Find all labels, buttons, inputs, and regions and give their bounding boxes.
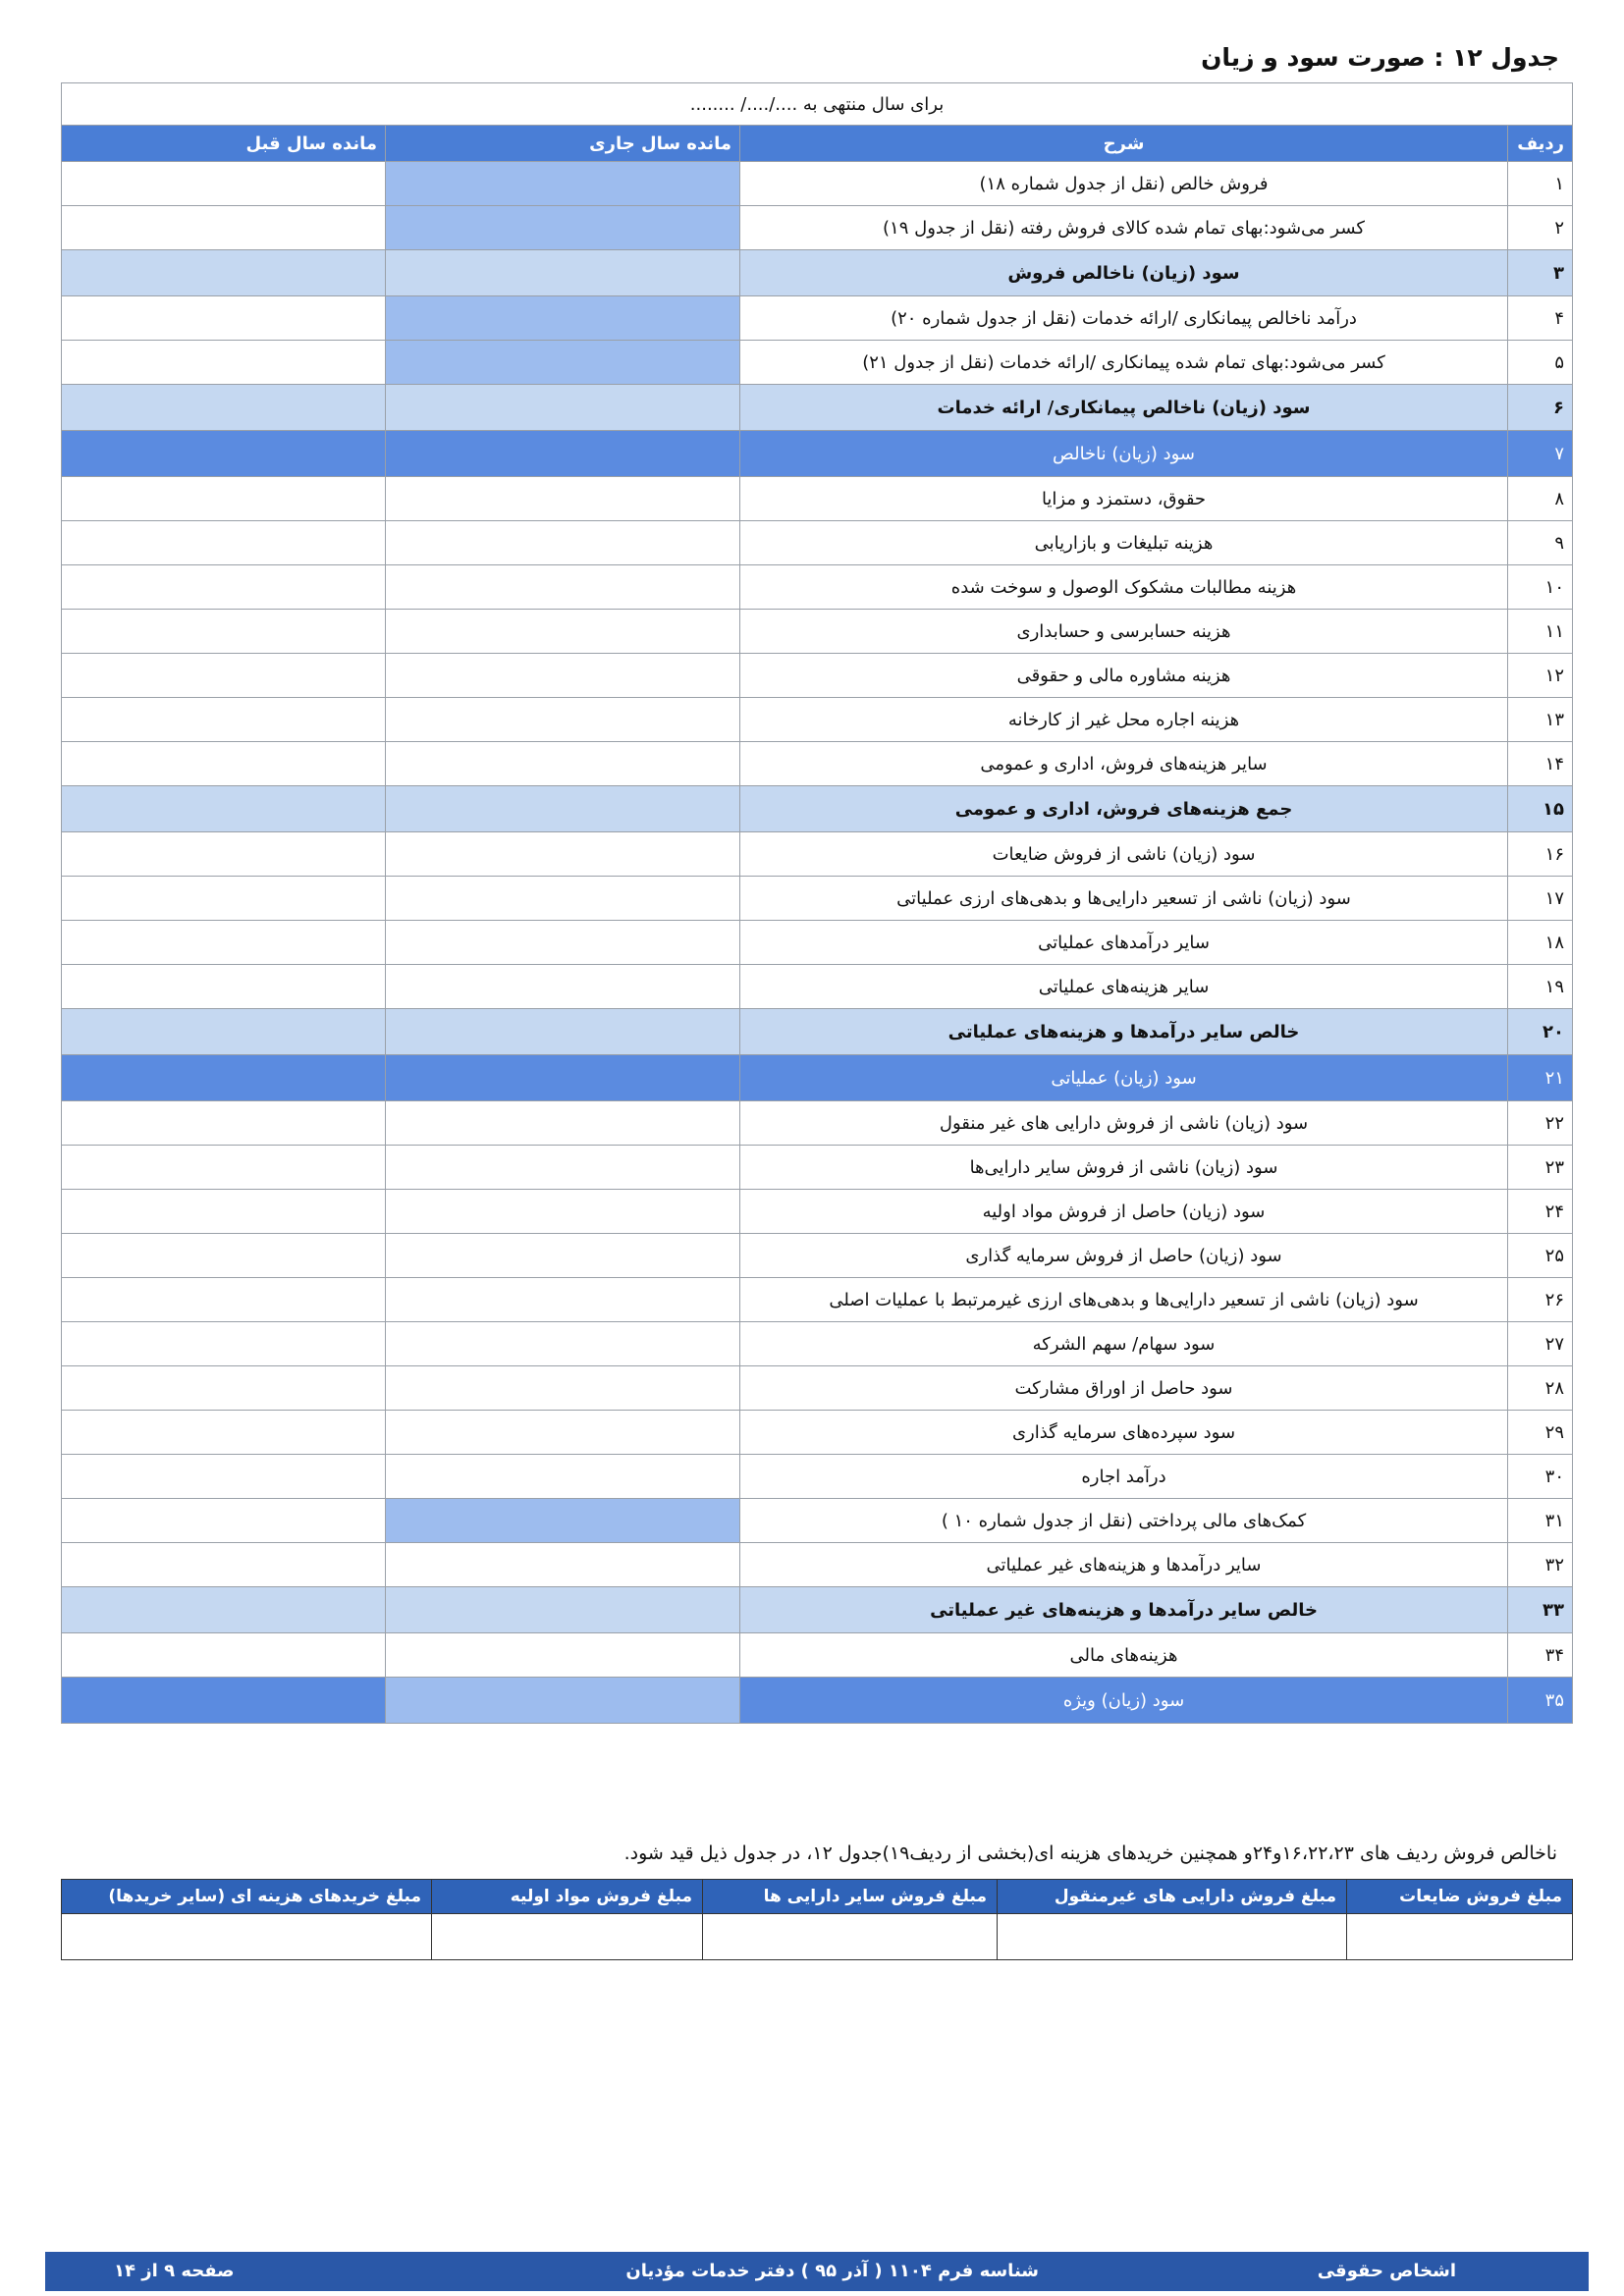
current-year-cell[interactable] — [386, 1101, 740, 1146]
current-year-cell[interactable] — [386, 477, 740, 521]
table-row — [62, 1190, 1573, 1234]
current-year-cell[interactable] — [386, 654, 740, 698]
row-number: ۱۵ — [1508, 786, 1573, 832]
row-description: هزینه مشاوره مالی و حقوقی — [740, 654, 1508, 698]
table-row — [62, 1234, 1573, 1278]
table-row — [62, 162, 1573, 206]
row-number: ۲۰ — [1508, 1009, 1573, 1055]
footer-page-number: صفحه ۹ از ۱۴ — [114, 2261, 235, 2281]
table-row — [62, 742, 1573, 786]
previous-year-cell[interactable] — [62, 1543, 386, 1587]
current-year-cell[interactable] — [386, 250, 740, 296]
table-row — [62, 477, 1573, 521]
income-statement-table — [61, 82, 1573, 1724]
table-row — [62, 1543, 1573, 1587]
table-row — [62, 1411, 1573, 1455]
row-description: خالص سایر درآمدها و هزینه‌های غیر عملیاتی — [740, 1587, 1508, 1633]
previous-year-cell[interactable] — [62, 1190, 386, 1234]
sales-header-immovable-assets: مبلغ فروش دارایی های غیرمنقول — [998, 1880, 1347, 1914]
row-number: ۱۱ — [1508, 610, 1573, 654]
row-number: ۲۲ — [1508, 1101, 1573, 1146]
row-description: سود سهام/ سهم الشرکه — [740, 1322, 1508, 1366]
row-number: ۱۲ — [1508, 654, 1573, 698]
row-number: ۱۹ — [1508, 965, 1573, 1009]
previous-year-cell[interactable] — [62, 654, 386, 698]
period-label: برای سال منتهی به ..../..../ ........ — [62, 83, 1573, 126]
sales-header-other-assets: مبلغ فروش سایر دارایی ها — [703, 1880, 998, 1914]
current-year-cell[interactable] — [386, 431, 740, 477]
row-description: سود حاصل از اوراق مشارکت — [740, 1366, 1508, 1411]
table-row — [62, 296, 1573, 341]
sales-immovable-assets-cell[interactable] — [998, 1914, 1347, 1960]
table-row — [62, 786, 1573, 832]
previous-year-cell[interactable] — [62, 1055, 386, 1101]
table-row — [62, 1055, 1573, 1101]
previous-year-cell[interactable] — [62, 1009, 386, 1055]
row-description: هزینه حسابرسی و حسابداری — [740, 610, 1508, 654]
row-description: درآمد ناخالص پیمانکاری /ارائه خدمات (نقل از جدول شماره ۲۰) — [740, 296, 1508, 341]
table-row — [62, 1587, 1573, 1633]
row-description: سود (زیان) ناشی از فروش سایر دارایی‌ها — [740, 1146, 1508, 1190]
current-year-cell[interactable] — [386, 385, 740, 431]
previous-year-cell[interactable] — [62, 1499, 386, 1543]
row-description: خالص سایر درآمدها و هزینه‌های عملیاتی — [740, 1009, 1508, 1055]
page-footer — [45, 2252, 1589, 2291]
row-description: سود (زیان) عملیاتی — [740, 1055, 1508, 1101]
previous-year-cell[interactable] — [62, 1322, 386, 1366]
previous-year-cell[interactable] — [62, 965, 386, 1009]
row-description: فروش خالص (نقل از جدول شماره ۱۸) — [740, 162, 1508, 206]
row-description: حقوق، دستمزد و مزایا — [740, 477, 1508, 521]
previous-year-cell[interactable] — [62, 877, 386, 921]
previous-year-cell[interactable] — [62, 1587, 386, 1633]
row-number: ۹ — [1508, 521, 1573, 565]
row-number: ۲ — [1508, 206, 1573, 250]
table-row — [62, 1678, 1573, 1724]
current-year-cell[interactable] — [386, 742, 740, 786]
table-row — [62, 565, 1573, 610]
table-row — [62, 698, 1573, 742]
table-row — [62, 385, 1573, 431]
row-number: ۲۸ — [1508, 1366, 1573, 1411]
table-row — [62, 431, 1573, 477]
previous-year-cell[interactable] — [62, 1366, 386, 1411]
current-year-cell[interactable] — [386, 1411, 740, 1455]
previous-year-cell[interactable] — [62, 431, 386, 477]
row-description: سایر درآمدهای عملیاتی — [740, 921, 1508, 965]
previous-year-cell[interactable] — [62, 1411, 386, 1455]
sales-expense-purchases-cell[interactable] — [62, 1914, 432, 1960]
previous-year-cell[interactable] — [62, 1278, 386, 1322]
current-year-cell[interactable] — [386, 565, 740, 610]
table-header-row — [62, 126, 1573, 162]
row-description: سود (زیان) ناشی از تسعیر دارایی‌ها و بدهی‌های ارزی عملیاتی — [740, 877, 1508, 921]
previous-year-cell[interactable] — [62, 1678, 386, 1724]
current-year-cell[interactable] — [386, 1499, 740, 1543]
previous-year-cell[interactable] — [62, 477, 386, 521]
current-year-cell[interactable] — [386, 521, 740, 565]
row-description: سایر درآمدها و هزینه‌های غیر عملیاتی — [740, 1543, 1508, 1587]
row-description: سود (زیان) حاصل از فروش سرمایه گذاری — [740, 1234, 1508, 1278]
row-number: ۱۴ — [1508, 742, 1573, 786]
header-previous-year: مانده سال قبل — [62, 126, 386, 162]
table-row — [62, 921, 1573, 965]
previous-year-cell[interactable] — [62, 610, 386, 654]
row-description: کسر می‌شود:بهای تمام شده کالای فروش رفته (نقل از جدول ۱۹) — [740, 206, 1508, 250]
table-row — [62, 610, 1573, 654]
document-title: جدول ۱۲ : صورت سود و زیان — [1201, 43, 1559, 72]
row-number: ۲۵ — [1508, 1234, 1573, 1278]
table-row — [62, 1633, 1573, 1678]
table-row — [62, 1322, 1573, 1366]
current-year-cell[interactable] — [386, 610, 740, 654]
row-number: ۳۲ — [1508, 1543, 1573, 1587]
current-year-cell[interactable] — [386, 921, 740, 965]
table-row — [62, 250, 1573, 296]
sales-header-row — [62, 1880, 1573, 1914]
previous-year-cell[interactable] — [62, 162, 386, 206]
row-description: سایر هزینه‌های فروش، اداری و عمومی — [740, 742, 1508, 786]
sales-raw-materials-cell[interactable] — [432, 1914, 703, 1960]
current-year-cell[interactable] — [386, 1234, 740, 1278]
row-description: هزینه تبلیغات و بازاریابی — [740, 521, 1508, 565]
table-row — [62, 1101, 1573, 1146]
table-row — [62, 877, 1573, 921]
row-number: ۱۳ — [1508, 698, 1573, 742]
previous-year-cell[interactable] — [62, 1234, 386, 1278]
row-description: سود سپرده‌های سرمایه گذاری — [740, 1411, 1508, 1455]
row-description: سود (زیان) ناخالص فروش — [740, 250, 1508, 296]
row-number: ۲۱ — [1508, 1055, 1573, 1101]
row-number: ۲۹ — [1508, 1411, 1573, 1455]
sales-other-assets-cell[interactable] — [703, 1914, 998, 1960]
header-row-number: ردیف — [1508, 126, 1573, 162]
row-description: هزینه اجاره محل غیر از کارخانه — [740, 698, 1508, 742]
row-description: هزینه مطالبات مشکوک الوصول و سوخت شده — [740, 565, 1508, 610]
current-year-cell[interactable] — [386, 1543, 740, 1587]
previous-year-cell[interactable] — [62, 206, 386, 250]
previous-year-cell[interactable] — [62, 832, 386, 877]
table-row — [62, 521, 1573, 565]
row-number: ۷ — [1508, 431, 1573, 477]
row-description: کسر می‌شود:بهای تمام شده پیمانکاری /ارائه خدمات (نقل از جدول ۲۱) — [740, 341, 1508, 385]
row-number: ۳ — [1508, 250, 1573, 296]
table-row — [62, 832, 1573, 877]
current-year-cell[interactable] — [386, 1633, 740, 1678]
row-description: سود (زیان) ناخالص پیمانکاری/ ارائه خدمات — [740, 385, 1508, 431]
current-year-cell[interactable] — [386, 296, 740, 341]
table-row — [62, 1146, 1573, 1190]
header-current-year: مانده سال جاری — [386, 126, 740, 162]
previous-year-cell[interactable] — [62, 742, 386, 786]
current-year-cell[interactable] — [386, 1190, 740, 1234]
current-year-cell[interactable] — [386, 341, 740, 385]
previous-year-cell[interactable] — [62, 1101, 386, 1146]
sales-breakdown-table — [61, 1879, 1573, 1960]
row-number: ۳۳ — [1508, 1587, 1573, 1633]
previous-year-cell[interactable] — [62, 698, 386, 742]
table-row — [62, 654, 1573, 698]
row-description: سود (زیان) ناشی از تسعیر دارایی‌ها و بدهی‌های ارزی غیرمرتبط با عملیات اصلی — [740, 1278, 1508, 1322]
row-number: ۴ — [1508, 296, 1573, 341]
previous-year-cell[interactable] — [62, 521, 386, 565]
current-year-cell[interactable] — [386, 965, 740, 1009]
previous-year-cell[interactable] — [62, 341, 386, 385]
row-number: ۳۴ — [1508, 1633, 1573, 1678]
current-year-cell[interactable] — [386, 698, 740, 742]
current-year-cell[interactable] — [386, 206, 740, 250]
current-year-cell[interactable] — [386, 1366, 740, 1411]
row-number: ۳۰ — [1508, 1455, 1573, 1499]
header-description: شرح — [740, 126, 1508, 162]
row-description: جمع هزینه‌های فروش، اداری و عمومی — [740, 786, 1508, 832]
table-body — [62, 162, 1573, 1724]
current-year-cell[interactable] — [386, 162, 740, 206]
previous-year-cell[interactable] — [62, 1633, 386, 1678]
table-row — [62, 1455, 1573, 1499]
row-number: ۲۶ — [1508, 1278, 1573, 1322]
current-year-cell[interactable] — [386, 1455, 740, 1499]
row-description: سود (زیان) ناشی از فروش ضایعات — [740, 832, 1508, 877]
row-number: ۱۷ — [1508, 877, 1573, 921]
table-row — [62, 1278, 1573, 1322]
row-number: ۳۵ — [1508, 1678, 1573, 1724]
previous-year-cell[interactable] — [62, 1146, 386, 1190]
table-row — [62, 1499, 1573, 1543]
row-number: ۶ — [1508, 385, 1573, 431]
current-year-cell[interactable] — [386, 877, 740, 921]
sales-header-waste: مبلغ فروش ضایعات — [1347, 1880, 1573, 1914]
row-description: درآمد اجاره — [740, 1455, 1508, 1499]
row-number: ۲۷ — [1508, 1322, 1573, 1366]
table-row — [62, 206, 1573, 250]
previous-year-cell[interactable] — [62, 921, 386, 965]
row-number: ۲۳ — [1508, 1146, 1573, 1190]
table-row — [62, 965, 1573, 1009]
current-year-cell[interactable] — [386, 1587, 740, 1633]
instruction-note: ناخالص فروش ردیف های ۱۶،۲۲،۲۳و۲۴و همچنین خریدهای هزینه ای(بخشی از ردیف۱۹)جدول ۱۲، در جدول ذیل قید شود. — [623, 1842, 1557, 1864]
previous-year-cell[interactable] — [62, 296, 386, 341]
row-description: هزینه‌های مالی — [740, 1633, 1508, 1678]
row-description: سود (زیان) ناخالص — [740, 431, 1508, 477]
sales-header-expense-purchases: مبلغ خریدهای هزینه ای (سایر خریدها) — [62, 1880, 432, 1914]
current-year-cell[interactable] — [386, 1055, 740, 1101]
current-year-cell[interactable] — [386, 1678, 740, 1724]
previous-year-cell[interactable] — [62, 1455, 386, 1499]
footer-entity-type: اشخاص حقوقی — [1317, 2261, 1456, 2281]
row-number: ۱۶ — [1508, 832, 1573, 877]
current-year-cell[interactable] — [386, 1146, 740, 1190]
row-description: سود (زیان) ناشی از فروش دارایی های غیر منقول — [740, 1101, 1508, 1146]
row-description: کمک‌های مالی پرداختی (نقل از جدول شماره ۱۰ ) — [740, 1499, 1508, 1543]
row-number: ۵ — [1508, 341, 1573, 385]
row-description: سایر هزینه‌های عملیاتی — [740, 965, 1508, 1009]
row-description: سود (زیان) ویژه — [740, 1678, 1508, 1724]
current-year-cell[interactable] — [386, 832, 740, 877]
row-number: ۲۴ — [1508, 1190, 1573, 1234]
current-year-cell[interactable] — [386, 1278, 740, 1322]
row-number: ۸ — [1508, 477, 1573, 521]
previous-year-cell[interactable] — [62, 250, 386, 296]
row-description: سود (زیان) حاصل از فروش مواد اولیه — [740, 1190, 1508, 1234]
previous-year-cell[interactable] — [62, 385, 386, 431]
footer-form-id: شناسه فرم ۱۱۰۴ ( آذر ۹۵ ) دفتر خدمات مؤدیان — [625, 2261, 1039, 2281]
current-year-cell[interactable] — [386, 786, 740, 832]
sales-input-row — [62, 1914, 1573, 1960]
table-row — [62, 1366, 1573, 1411]
row-number: ۱ — [1508, 162, 1573, 206]
current-year-cell[interactable] — [386, 1009, 740, 1055]
sales-waste-cell[interactable] — [1347, 1914, 1573, 1960]
row-number: ۳۱ — [1508, 1499, 1573, 1543]
table-row — [62, 341, 1573, 385]
row-number: ۱۸ — [1508, 921, 1573, 965]
table-row — [62, 1009, 1573, 1055]
sales-header-raw-materials: مبلغ فروش مواد اولیه — [432, 1880, 703, 1914]
current-year-cell[interactable] — [386, 1322, 740, 1366]
previous-year-cell[interactable] — [62, 786, 386, 832]
row-number: ۱۰ — [1508, 565, 1573, 610]
previous-year-cell[interactable] — [62, 565, 386, 610]
